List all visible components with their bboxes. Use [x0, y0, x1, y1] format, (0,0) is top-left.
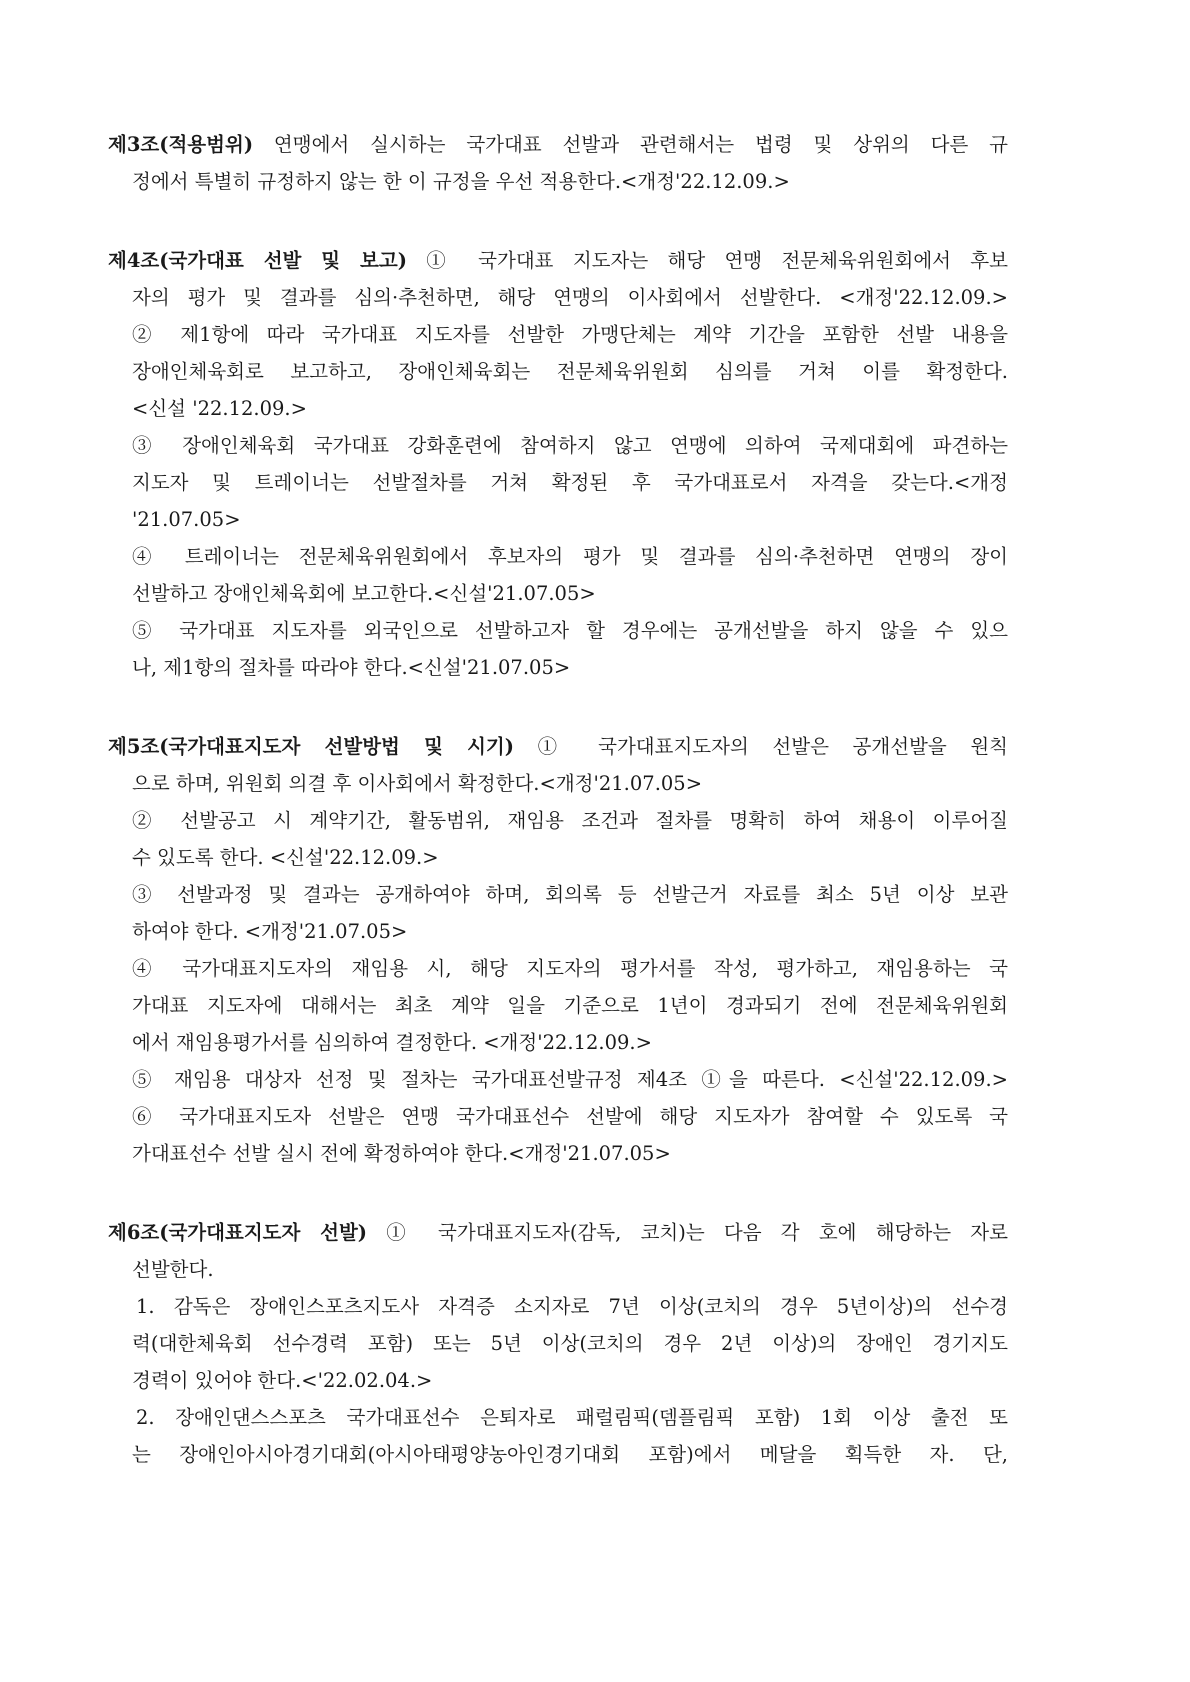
article-3-text: 연맹에서 실시하는 국가대표 선발과 관련해서는 법령 및 상위의 다른 규: [253, 133, 1008, 156]
article-6-text: ① 국가대표지도자(감독, 코치)는 다음 각 호에 해당하는 자로: [367, 1221, 1008, 1244]
article-4-paragraph-3-line-2: 지도자 및 트레이너는 선발절차를 거쳐 확정된 후 국가대표로서 자격을 갖는다.<개정: [132, 471, 1008, 494]
article-5-heading: 제5조(국가대표지도자 선발방법 및 시기): [108, 735, 514, 758]
article-4-paragraph-2-line-1: ② 제1항에 따라 국가대표 지도자를 선발한 가맹단체는 계약 기간을 포함한 선발 내용을: [132, 323, 1008, 346]
article-4-heading: 제4조(국가대표 선발 및 보고): [108, 249, 407, 272]
article-4-paragraph-4-line-2: 선발하고 장애인체육회에 보고한다.<신설'21.07.05>: [132, 582, 596, 605]
article-4-paragraph-3-line-3: '21.07.05>: [132, 508, 241, 531]
article-5-paragraph-2-line-2: 수 있도록 한다. <신설'22.12.09.>: [132, 846, 439, 869]
document-page: [108, 126, 1008, 1515]
article-3-line-2: 정에서 특별히 규정하지 않는 한 이 규정을 우선 적용한다.<개정'22.12.09.>: [132, 170, 790, 193]
article-3-heading: 제3조(적용범위): [108, 133, 254, 156]
article-5-paragraph-6-line-1: ⑥ 국가대표지도자 선발은 연맹 국가대표선수 선발에 해당 지도자가 참여할 수 있도록 국: [132, 1105, 1008, 1128]
article-5-paragraph-4-line-1: ④ 국가대표지도자의 재임용 시, 해당 지도자의 평가서를 작성, 평가하고, 재임용하는 국: [132, 957, 1008, 980]
article-6-line-2: 선발한다.: [132, 1258, 214, 1281]
article-5-paragraph-4-line-3: 에서 재임용평가서를 심의하여 결정한다. <개정'22.12.09.>: [132, 1031, 652, 1054]
article-6-line-1: [108, 1214, 1008, 1251]
article-4-line-1: [108, 242, 1008, 279]
article-4-paragraph-3-line-1: ③ 장애인체육회 국가대표 강화훈련에 참여하지 않고 연맹에 의하여 국제대회에 파견하는: [132, 434, 1008, 457]
article-4-paragraph-4-line-1: ④ 트레이너는 전문체육위원회에서 후보자의 평가 및 결과를 심의·추천하면 연맹의 장이: [132, 545, 1008, 568]
article-5-paragraph-5-line-1: ⑤ 재임용 대상자 선정 및 절차는 국가대표선발규정 제4조 ①을 따른다. <신설'22.12.09.>: [132, 1068, 1008, 1091]
article-4: [108, 242, 1008, 686]
article-6: [108, 1214, 1008, 1473]
article-5-line-2: 으로 하며, 위원회 의결 후 이사회에서 확정한다.<개정'21.07.05>: [132, 772, 703, 795]
article-3: [108, 126, 1008, 200]
article-6-item-1-line-3: 경력이 있어야 한다.<'22.02.04.>: [132, 1369, 433, 1392]
article-6-item-2-line-1: 2. 장애인댄스스포츠 국가대표선수 은퇴자로 패럴림픽(뎀플림픽 포함) 1회 이상 출전 또: [136, 1406, 1008, 1429]
article-5-paragraph-3-line-1: ③ 선발과정 및 결과는 공개하여야 하며, 회의록 등 선발근거 자료를 최소 5년 이상 보관: [132, 883, 1008, 906]
article-6-item-1-line-1: 1. 감독은 장애인스포츠지도사 자격증 소지자로 7년 이상(코치의 경우 5년이상)의 선수경: [136, 1295, 1008, 1318]
article-5: [108, 728, 1008, 1172]
article-4-text: ① 국가대표 지도자는 해당 연맹 전문체육위원회에서 후보: [406, 249, 1008, 272]
article-5-paragraph-2-line-1: ② 선발공고 시 계약기간, 활동범위, 재임용 조건과 절차를 명확히 하여 채용이 이루어질: [132, 809, 1008, 832]
article-4-paragraph-2-line-2: 장애인체육회로 보고하고, 장애인체육회는 전문체육위원회 심의를 거쳐 이를 확정한다.: [132, 360, 1008, 383]
article-4-paragraph-2-line-3: <신설 '22.12.09.>: [132, 397, 307, 420]
article-4-paragraph-5-line-2: 나, 제1항의 절차를 따라야 한다.<신설'21.07.05>: [132, 656, 571, 679]
article-5-line-1: [108, 728, 1008, 765]
article-4-line-2: 자의 평가 및 결과를 심의·추천하면, 해당 연맹의 이사회에서 선발한다. <개정'22.12.09.>: [132, 286, 1008, 309]
article-6-heading: 제6조(국가대표지도자 선발): [108, 1221, 368, 1244]
article-5-paragraph-6-line-2: 가대표선수 선발 실시 전에 확정하여야 한다.<개정'21.07.05>: [132, 1142, 671, 1165]
article-5-paragraph-4-line-2: 가대표 지도자에 대해서는 최초 계약 일을 기준으로 1년이 경과되기 전에 전문체육위원회: [132, 994, 1008, 1017]
article-3-line-1: [108, 126, 1008, 163]
article-6-item-1-line-2: 력(대한체육회 선수경력 포함) 또는 5년 이상(코치의 경우 2년 이상)의 장애인 경기지도: [132, 1332, 1008, 1355]
article-5-paragraph-3-line-2: 하여야 한다. <개정'21.07.05>: [132, 920, 408, 943]
article-4-paragraph-5-line-1: ⑤ 국가대표 지도자를 외국인으로 선발하고자 할 경우에는 공개선발을 하지 않을 수 있으: [132, 619, 1008, 642]
article-5-text: ① 국가대표지도자의 선발은 공개선발을 원칙: [514, 735, 1008, 758]
article-6-item-2-line-2: 는 장애인아시아경기대회(아시아태평양농아인경기대회 포함)에서 메달을 획득한 자. 단,: [132, 1443, 1008, 1466]
